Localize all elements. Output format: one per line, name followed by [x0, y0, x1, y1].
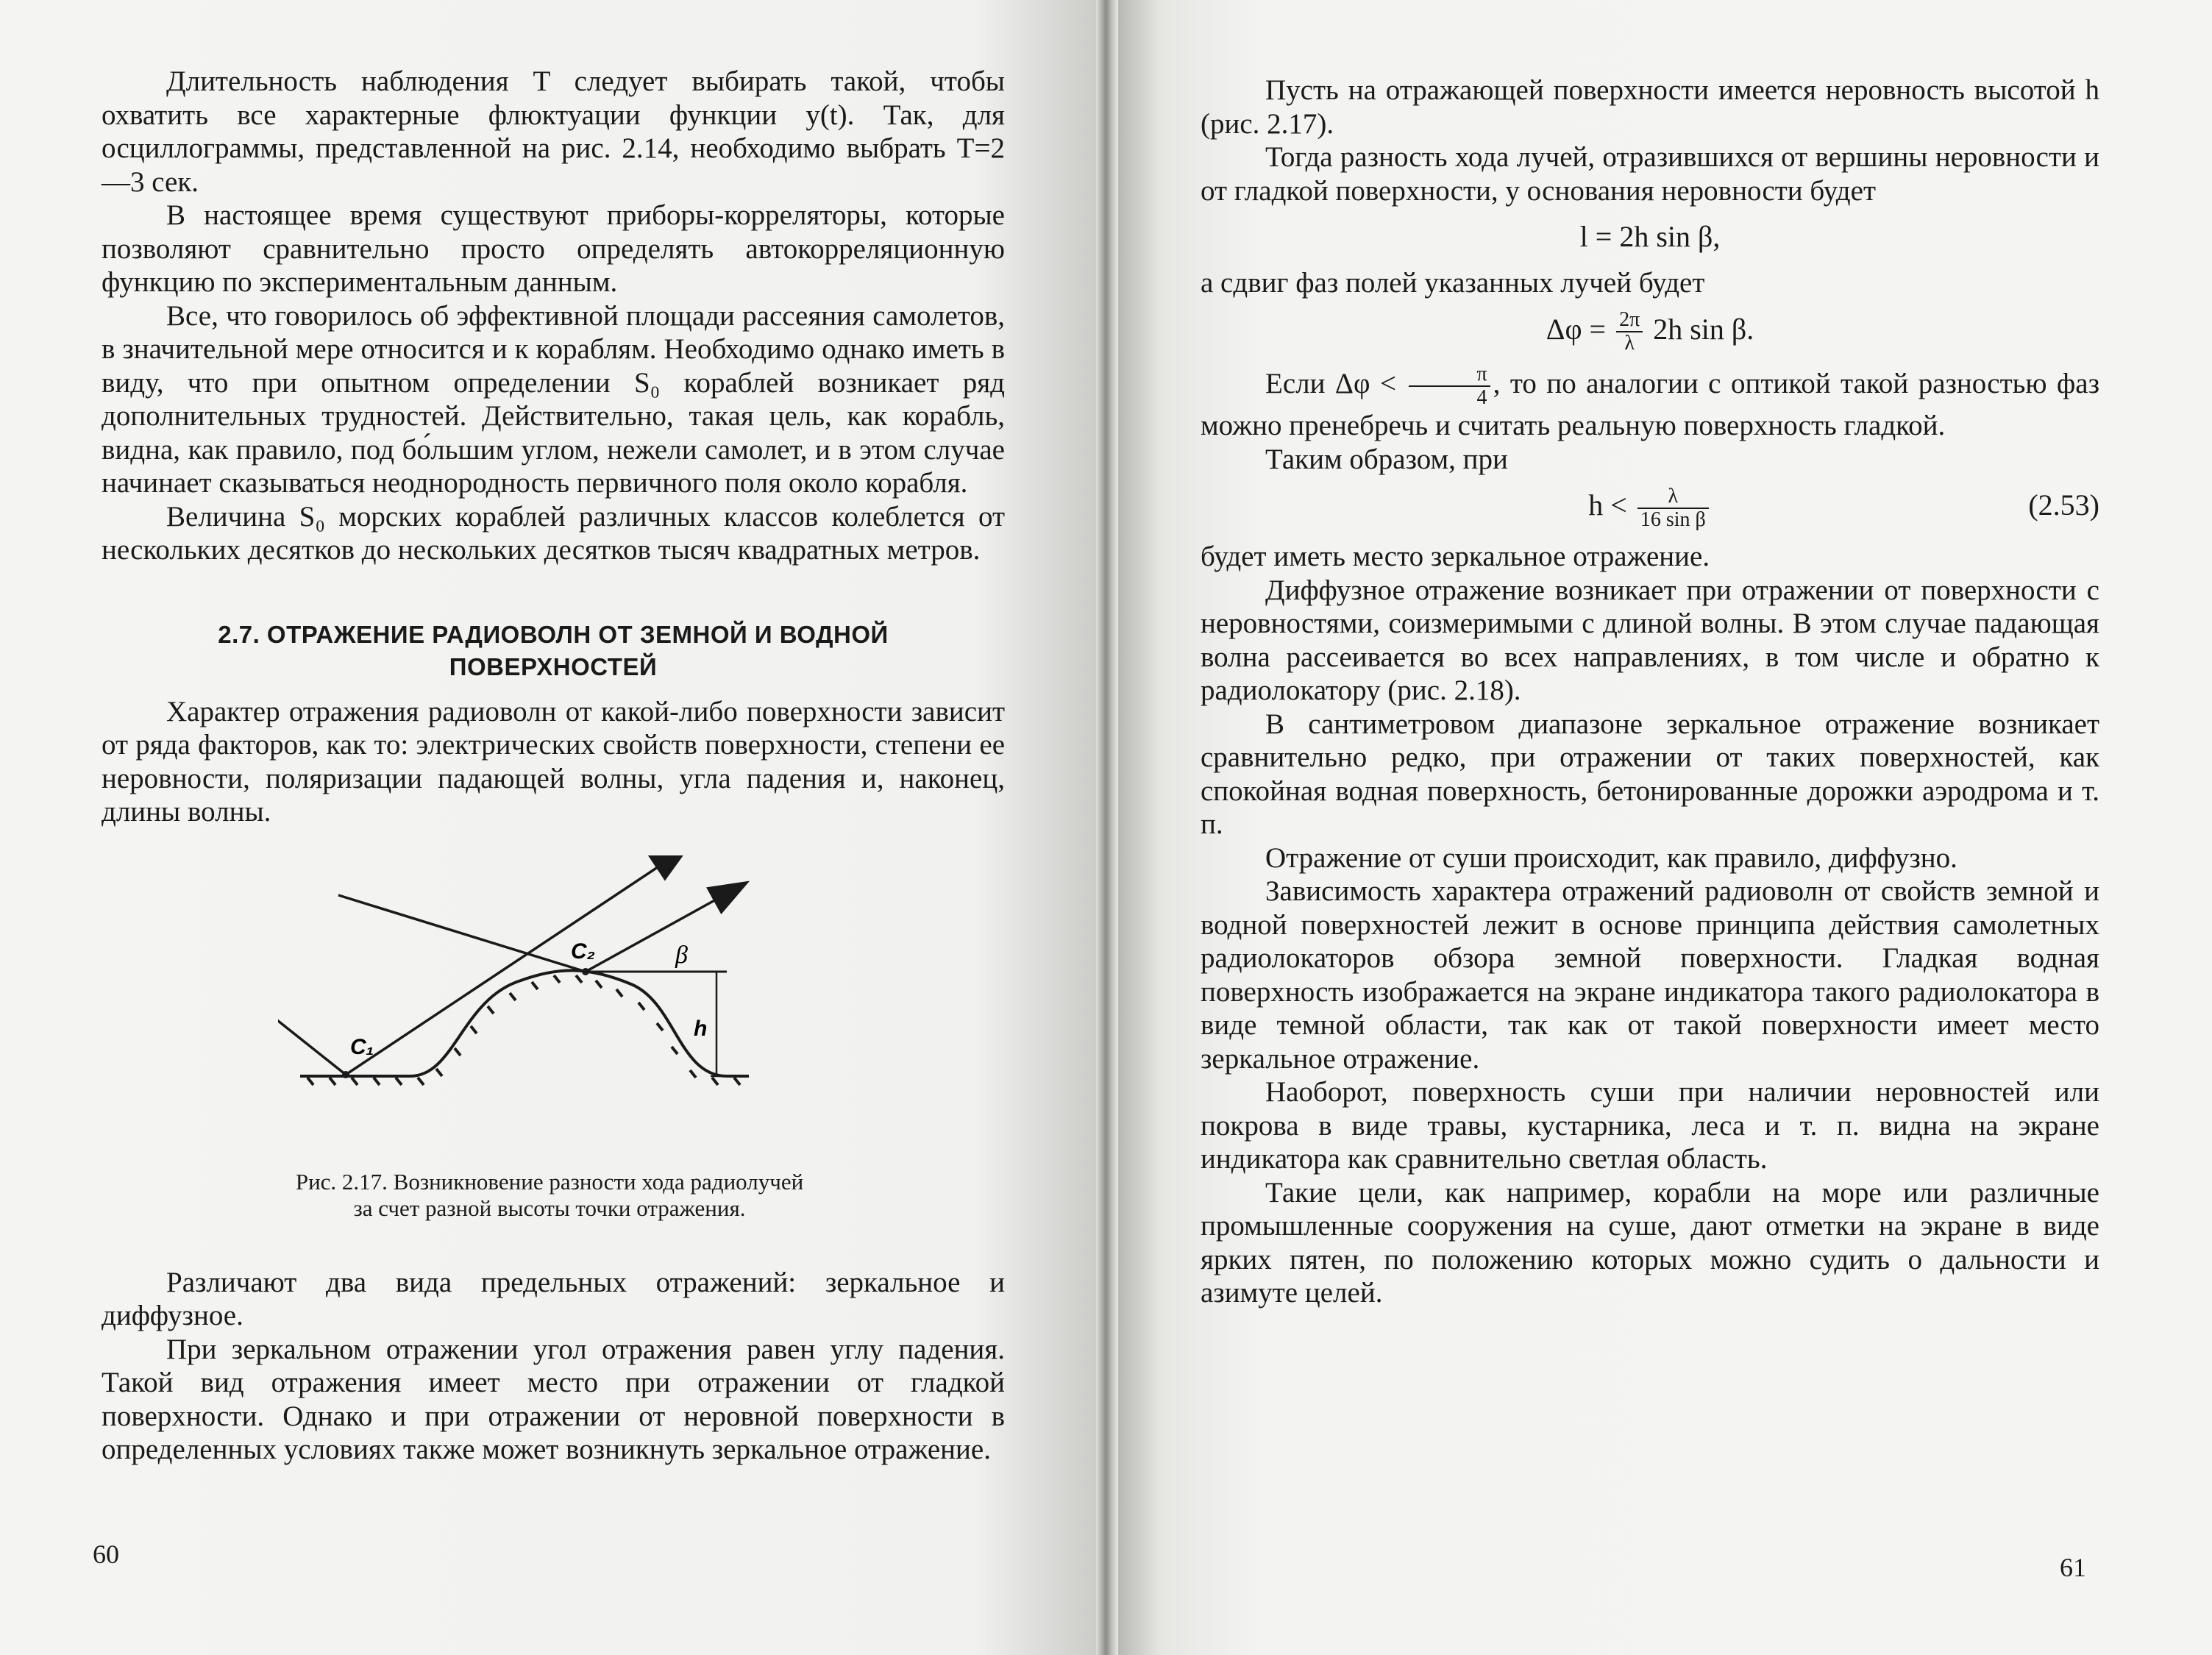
paragraph: Пусть на отражающей поверхности имеется неровность высотой h (рис. 2.17).: [1201, 74, 2099, 140]
formula-2-53: [1201, 485, 2099, 531]
paragraph: В настоящее время существуют приборы-корреляторы, которые позволяют сравнительно просто определять автокорреляционную функцию по экспериментальным данным.: [102, 199, 1005, 298]
paragraph: Наоборот, поверхность суши при наличии неровностей или покрова в виде травы, кустарника, леса и т. п. видна на экране индикатора как сравнительно светлая область.: [1201, 1076, 2099, 1175]
book-gutter: [1096, 0, 1118, 1655]
paragraph: Все, что говорилось об эффективной площади рассеяния самолетов, в значительной мере относится и к кораблям. Необходимо однако иметь в виду, что при опытном определении S₀ кораблей возникает ряд дополнительных трудностей. Действительно, такая цель, как корабль, видна, как правило, под бо́льшим углом, нежели самолет, и в этом случае начинает сказываться неоднородность первичного поля около корабля.: [102, 299, 1005, 499]
paragraph: [1201, 363, 2099, 443]
paragraph: Зависимость характера отражений радиоволн от свойств земной и водной поверхностей лежит в основе принципа действия самолетных радиолокаторов обзора земной поверхности. Гладкая водная поверхность изображается на экране индикатора такого радиолокатора в виде темной области, так как от такой поверхности имеет место зеркальное отражение.: [1201, 875, 2099, 1075]
paragraph: Диффузное отражение возникает при отражении от поверхности с неровностями, соизмеримыми с длиной волны. В этом случае падающая волна рассеивается во всех направлениях, в том числе и обратно к радиолокатору (рис. 2.18).: [1201, 574, 2099, 707]
paragraph: При зеркальном отражении угол отражения равен углу падения. Такой вид отражения имеет место при отражении от гладкой поверхности. Однако и при отражении от неровной поверхности в определенных условиях также может возникнуть зеркальное отражение.: [102, 1333, 1005, 1465]
label-h: h: [694, 1016, 708, 1041]
point-c2: [582, 968, 589, 975]
paragraph: Таким образом, при: [1265, 443, 1508, 475]
paragraph: Характер отражения радиоволн от какой-либо поверхности зависит от ряда факторов, как то: электрических свойств поверхности, степени ее неровности, поляризации падающей волны, угла падения и, наконец, длины волны.: [102, 695, 1005, 828]
label-beta: β: [675, 941, 688, 969]
page-number-right: 61: [2060, 1553, 2086, 1582]
numerator: 2π: [1616, 309, 1643, 332]
label-c2: C₂: [571, 939, 596, 964]
formula-lhs: Δφ =: [1546, 312, 1614, 346]
text-run: , то по аналогии с оптикой такой разностью фаз можно пренебречь и считать реальную поверхность гладкой.: [1201, 368, 2099, 442]
denominator: 4: [1476, 386, 1487, 410]
denominator: 16 sin β: [1640, 508, 1706, 532]
right-page-text: [1201, 74, 2099, 1310]
numerator: π: [1409, 363, 1490, 387]
numerator: λ: [1637, 485, 1709, 509]
section-heading: 2.7. ОТРАЖЕНИЕ РАДИОВОЛН ОТ ЗЕМНОЙ И ВОДНОЙ ПОВЕРХНОСТЕЙ: [218, 620, 889, 680]
paragraph: Тогда разность хода лучей, отразившихся от вершины неровности и от гладкой поверхности, у основания неровности будет: [1201, 141, 2099, 207]
paragraph: Длительность наблюдения T следует выбирать такой, чтобы охватить все характерные флюктуации функции y(t). Так, для осциллограммы, представленной на рис. 2.14, необходимо выбрать T=2—3 сек.: [102, 65, 1005, 198]
left-page-text: [102, 65, 1005, 1467]
formula-lhs: h <: [1588, 488, 1635, 522]
paragraph: В сантиметровом диапазоне зеркальное отражение возникает сравнительно редко, при отражении от таких поверхностей, как спокойная водная поверхность, бетонированные дорожки аэродрома и т. п.: [1201, 708, 2099, 841]
text-run: Если Δφ <: [1265, 368, 1406, 400]
fraction: [1616, 309, 1643, 355]
fraction: [1409, 363, 1490, 409]
formula-rhs: 2h sin β.: [1646, 312, 1754, 346]
formula-path-difference: l = 2h sin β,: [1579, 220, 1721, 253]
page-number-left: 60: [93, 1540, 119, 1569]
figure-2-17: [102, 855, 1005, 1164]
paragraph: Величина S₀ морских кораблей различных классов колеблется от нескольких десятков до нескольких десятков тысяч квадратных метров.: [102, 500, 1005, 566]
paragraph: а сдвиг фаз полей указанных лучей будет: [1201, 267, 1705, 299]
denominator: λ: [1624, 332, 1635, 355]
reflection-diagram: [278, 855, 837, 1164]
paragraph: будет иметь место зеркальное отражение.: [1201, 541, 1710, 573]
paragraph: Такие цели, как например, корабли на море или различные промышленные сооружения на суше, дают отметки на экране в виде ярких пятен, по положению которых можно судить о дальности и азимуте целей.: [1201, 1176, 2099, 1309]
paragraph: Различают два вида предельных отражений: зеркальное и диффузное.: [102, 1266, 1005, 1331]
point-c1: [342, 1071, 349, 1078]
figure-caption: Рис. 2.17. Возникновение разности хода радиолучей за счет разной высоты точки отражения.: [295, 1168, 804, 1221]
label-c1: C₁: [350, 1034, 374, 1059]
formula-phase-shift: [1201, 309, 2099, 355]
fraction: [1637, 485, 1709, 531]
paragraph: Отражение от суши происходит, как правило, диффузно.: [1265, 841, 1957, 874]
equation-number: (2.53): [2028, 488, 2099, 522]
